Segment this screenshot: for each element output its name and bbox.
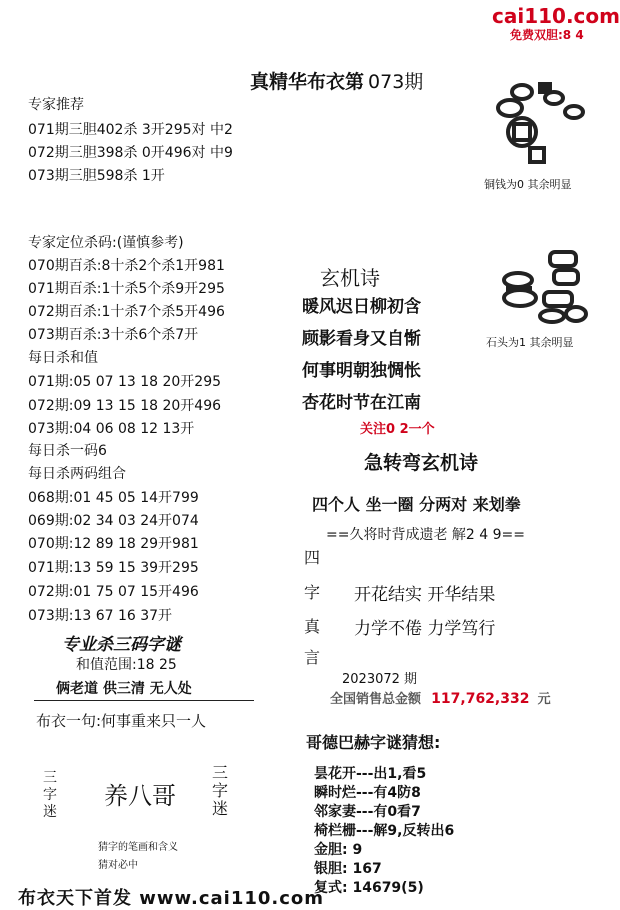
sales-amount: 117,762,332 [431,691,530,707]
four-char: 字 [304,583,321,602]
poem-line: 杏花时节在江南 [302,393,421,413]
expert-line: 073期三胆598杀 1开 [28,168,165,184]
sales-label: 全国销售总金额 [330,692,422,707]
riddle-right-vert [212,764,228,818]
turn-line2: ==久将时背成遗老 解2 4 9== [326,527,525,543]
daily-one-code: 每日杀一码6 [28,443,107,459]
sales-unit: 元 [537,692,551,707]
expert-line: 072期三胆398杀 0开496对 中9 [28,145,233,161]
sum-line: 072期:09 13 15 18 20开496 [28,398,222,414]
two-line: 073期:13 67 16 37开 [28,608,173,624]
four-char: 四 [304,548,321,567]
position-line: 070期百杀:8十杀2个杀1开981 [28,258,225,274]
follow-note: 关注0 2一个 [360,422,435,437]
position-line: 073期百杀:3十杀6个杀7开 [28,327,199,343]
title-issue: 073期 [368,71,424,93]
turn-heading: 急转弯玄机诗 [364,452,479,474]
four-row1: 开花结实 开华结果 [354,585,496,605]
vert-char: 迷 [43,804,57,820]
riddle-note1: 猜字的笔画和含义 [98,842,178,853]
two-line: 068期:01 45 05 14开799 [28,490,199,506]
xuanji-heading: 玄机诗 [320,266,380,290]
site-logo: cai110.com [492,4,620,28]
vert-char: 字 [43,787,57,803]
goethe-line: 椅栏栅---解9,反转出6 [314,823,455,839]
expert-line: 071期三胆402杀 3开295对 中2 [28,122,233,138]
team-pick: 复式: 14679(5) [314,880,424,896]
vert-char: 迷 [212,799,229,818]
position-line: 071期百杀:1十杀5个杀9开295 [28,281,225,297]
vert-char: 三 [43,770,57,786]
goethe-line: 瞬时烂---有4防8 [314,785,421,801]
poem-line: 顾影看身又自惭 [302,329,421,349]
riddle-note2: 猜对必中 [98,860,138,871]
three-riddle-heading: 专业杀三码字谜 [62,635,181,655]
sales-issue: 2023072 期 [342,672,418,687]
riddle-left-vert [42,770,58,821]
two-heading: 每日杀两码组合 [28,466,126,482]
goethe-heading: 哥德巴赫字谜猜想: [306,733,441,752]
buyi-sentence: 布衣一句:何事重来只一人 [36,712,207,730]
title-text: 真精华布衣第 [250,71,365,93]
goethe-line: 昙花开---出1,看5 [314,766,427,782]
divider [34,700,254,701]
three-riddle-line: 俩老道 供三清 无人处 [56,681,192,697]
footer-banner: 布衣天下首发 www.cai110.com [18,888,325,909]
gold-pick: 金胆: 9 [314,842,363,858]
two-line: 069期:02 34 03 24开074 [28,513,199,529]
four-row2: 力学不倦 力学笃行 [354,619,496,639]
coin-illustration [488,78,588,170]
turn-line1: 四个人 坐一圈 分两对 来划拳 [312,495,521,514]
four-char: 言 [304,648,321,667]
position-line: 072期百杀:1十杀7个杀5开496 [28,304,225,320]
coin-caption: 铜钱为0 其余明显 [484,178,572,191]
poem-line: 暖风迟日柳初含 [302,297,421,317]
sum-line: 073期:04 06 08 12 13开 [28,421,195,437]
riddle-center: 养八哥 [104,782,176,810]
silver-pick: 银胆: 167 [314,861,382,877]
page-title [250,67,423,94]
expert-heading: 专家推荐 [28,97,84,113]
stone-illustration [500,248,588,328]
poem-line: 何事明朝独惆怅 [302,361,421,381]
position-heading: 专家定位杀码:(谨慎参考) [28,235,184,251]
two-line: 071期:13 59 15 39开295 [28,560,199,576]
vert-char: 三 [212,763,229,782]
two-line: 070期:12 89 18 29开981 [28,536,199,552]
sum-range: 和值范围:18 25 [76,657,177,673]
sales-total [330,688,551,707]
vert-char: 字 [212,781,229,800]
stone-caption: 石头为1 其余明显 [486,336,574,349]
two-line: 072期:01 75 07 15开496 [28,584,199,600]
four-char: 真 [304,617,321,636]
free-pick: 免费双胆:8 4 [510,28,584,42]
sum-line: 071期:05 07 13 18 20开295 [28,374,222,390]
goethe-line: 邻家妻---有0看7 [314,804,421,820]
sum-heading: 每日杀和值 [28,350,98,366]
